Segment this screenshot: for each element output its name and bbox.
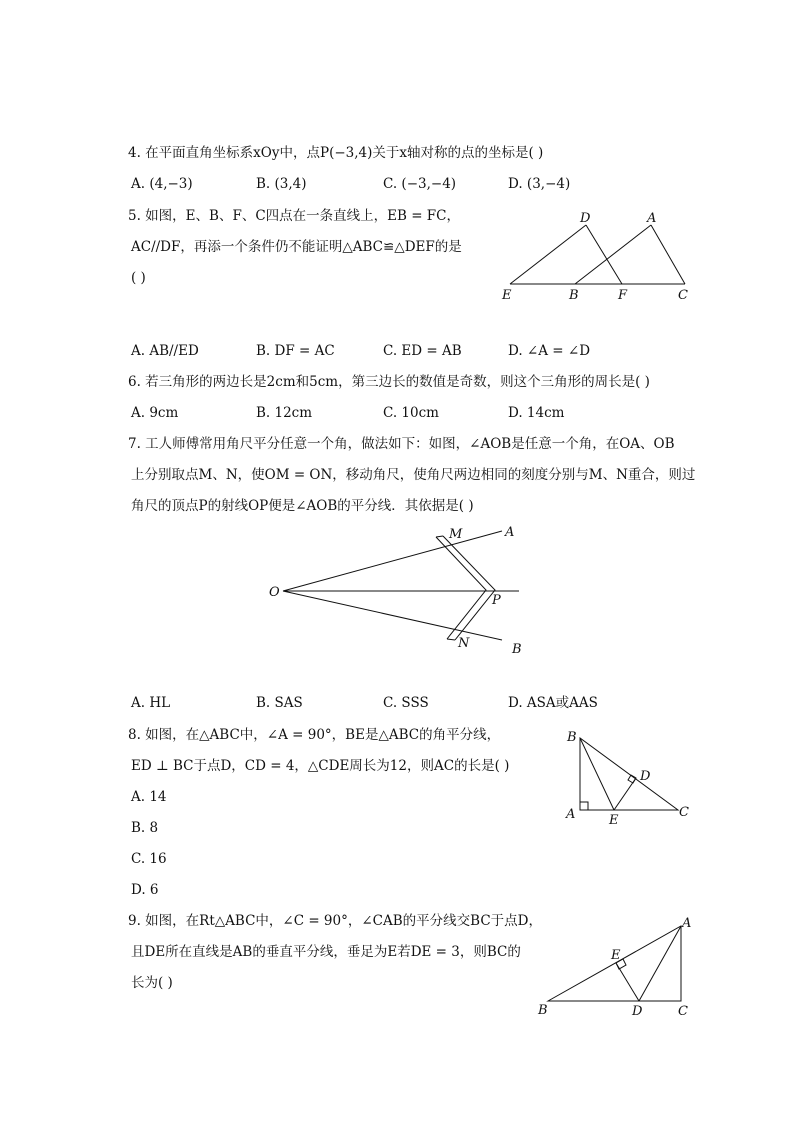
q8-option-a[interactable]: A. 14 [131,789,167,805]
q9-line-ad [639,926,681,1001]
q5-line2: AC//DF，再添一个条件仍不能证明△ABC≌△DEF的是 [131,239,462,255]
q7-label-b: B [512,642,522,657]
q7-figure [262,520,532,660]
q9-line2: 且DE所在直线是AB的垂直平分线，垂足为E若DE = 3，则BC的 [131,944,521,960]
q5-label-e: E [502,288,512,303]
q7-option-d[interactable]: D. ASA或AAS [508,695,598,711]
q8-label-e: E [609,813,619,828]
q5-label-f: F [618,288,628,303]
q7-label-p: P [492,593,501,608]
q5-line-ac [651,225,685,284]
q7-ray-oa [283,531,502,591]
q8-option-d[interactable]: D. 6 [131,882,159,898]
q7-label-a: A [505,525,515,540]
q8-option-b[interactable]: B. 8 [131,820,159,836]
q5-option-a[interactable]: A. AB//ED [131,343,199,359]
q5-line1: 5. 如图，E、B、F、C四点在一条直线上，EB = FC， [128,208,461,224]
q7-label-o: O [269,585,280,600]
q8-label-b: B [567,730,577,745]
q7-line1: 7. 工人师傅常用角尺平分任意一个角，做法如下：如图，∠AOB是任意一个角，在OA、OB [128,436,675,452]
q7-line2: 上分别取点M、N，使OM = ON，移动角尺，使角尺两边相同的刻度分别与M、N重合，则过 [131,467,696,483]
q7-option-a[interactable]: A. HL [131,695,171,711]
q5-label-a: A [647,211,657,226]
q8-option-c[interactable]: C. 16 [131,851,167,867]
q8-label-d: D [640,769,651,784]
q8-line-be [580,738,614,810]
q9-label-e: E [611,948,621,963]
q5-label-b: B [569,288,579,303]
q9-line1: 9. 如图，在Rt△ABC中，∠C = 90°，∠CAB的平分线交BC于点D， [128,913,542,929]
q6-option-b[interactable]: B. 12cm [256,405,313,421]
q5-option-d[interactable]: D. ∠A = ∠D [508,343,591,359]
q4-option-d[interactable]: D. (3,−4) [508,176,571,192]
q8-line2: ED ⊥ BC于点D，CD = 4，△CDE周长为12，则AC的长是( ) [131,758,510,774]
q5-line-df [586,225,622,284]
q7-option-c[interactable]: C. SSS [383,695,429,711]
q6-option-a[interactable]: A. 9cm [131,405,179,421]
q9-label-d: D [632,1004,643,1019]
q8-line1: 8. 如图，在△ABC中，∠A = 90°，BE是△ABC的角平分线， [128,727,501,743]
q5-label-d: D [580,211,591,226]
q5-line-ed [510,225,586,284]
q6-stem: 6. 若三角形的两边长是2cm和5cm，第三边长的数值是奇数，则这个三角形的周长是( ) [128,374,650,390]
q5-option-b[interactable]: B. DF = AC [256,343,335,359]
q5-label-c: C [678,288,688,303]
q5-line-ba [575,225,651,284]
q6-option-d[interactable]: D. 14cm [508,405,565,421]
q7-square-inner [436,537,486,639]
q9-label-a: A [682,916,692,931]
q7-option-b[interactable]: B. SAS [256,695,303,711]
q9-triangle-abc [548,926,681,1001]
q8-label-c: C [679,805,689,820]
q9-label-b: B [538,1003,548,1018]
q5-line3: ( ) [131,270,146,286]
q9-line3: 长为( ) [131,975,173,991]
q7-label-n: N [458,636,470,651]
q8-figure [560,726,700,826]
q5-option-c[interactable]: C. ED = AB [383,343,462,359]
q7-square-outer [443,536,495,640]
q9-label-c: C [678,1004,688,1019]
q7-line3: 角尺的顶点P的射线OP便是∠AOB的平分线．其依据是( ) [131,498,474,514]
q4-option-b[interactable]: B. (3,4) [256,176,307,192]
q4-stem: 4. 在平面直角坐标系xOy中，点P(−3,4)关于x轴对称的点的坐标是( ) [128,145,544,161]
q6-option-c[interactable]: C. 10cm [383,405,439,421]
q4-option-c[interactable]: C. (−3,−4) [383,176,457,192]
q4-option-a[interactable]: A. (4,−3) [131,176,193,192]
q8-triangle-abc [580,738,678,810]
q8-label-a: A [566,807,576,822]
q9-figure [533,914,703,1024]
q8-right-angle-a [580,802,588,810]
q5-figure [498,206,698,306]
q7-label-m: M [449,527,463,542]
q7-ray-ob [283,591,502,640]
